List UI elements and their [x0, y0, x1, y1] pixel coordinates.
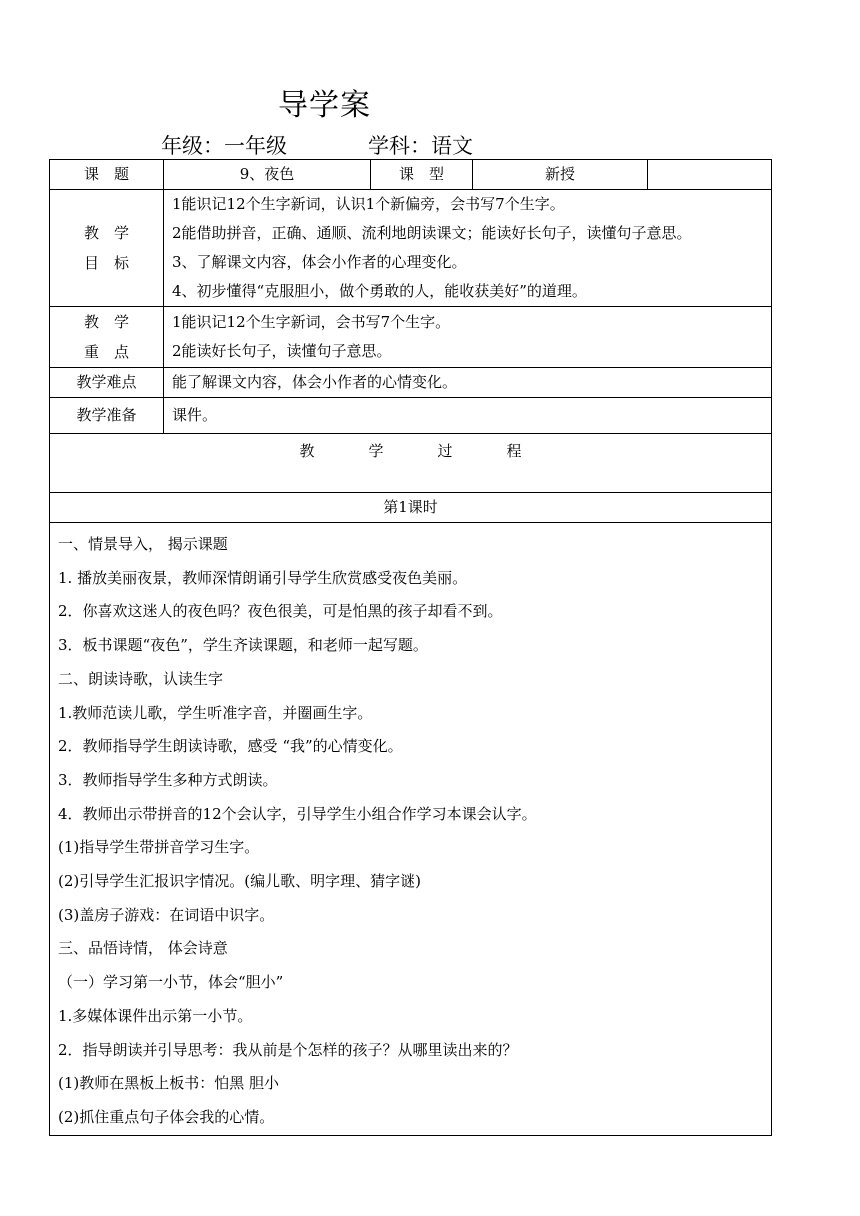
body-line: （一）学习第一小节，体会“胆小” [58, 973, 284, 992]
body-line: 2．指导朗读并引导思考：我从前是个怎样的孩子？从哪里读出来的？ [58, 1040, 518, 1059]
goals-content [164, 190, 772, 307]
lesson-row [50, 493, 772, 523]
type-value: 新授 [473, 160, 648, 190]
process-char: 教 [299, 442, 315, 460]
key-label-line-1: 教 学 [83, 313, 129, 331]
body-row [50, 523, 772, 1136]
subject-label: 学科：语文 [368, 134, 473, 158]
body-line: 4．教师出示带拼音的12个会认字，引导学生小组合作学习本课会认字。 [58, 804, 537, 823]
body-line: (1)教师在黑板上板书：怕黑 胆小 [58, 1074, 280, 1093]
prep-row [50, 398, 772, 434]
empty-cell [648, 160, 772, 190]
body-line: 1.多媒体课件出示第一小节。 [58, 1006, 253, 1025]
goals-label-line-1: 教 学 [83, 224, 129, 242]
body-line: 1. 播放美丽夜景，教师深情朗诵引导学生欣赏感受夜色美丽。 [58, 568, 468, 587]
document-title: 导学案 [278, 88, 371, 123]
prep-label: 教学准备 [50, 398, 164, 434]
lesson-plan-table [49, 159, 772, 1136]
grade-label: 年级：一年级 [161, 134, 287, 158]
goal-item: 4、初步懂得“克服胆小，做个勇敢的人，能收获美好”的道理。 [172, 282, 587, 300]
difficulty-value: 能了解课文内容，体会小作者的心情变化。 [164, 368, 772, 398]
key-points-content [164, 307, 772, 368]
goals-label [50, 190, 164, 307]
body-line: 3．教师指导学生多种方式朗读。 [58, 770, 278, 789]
key-points-label [50, 307, 164, 368]
process-char: 过 [437, 442, 453, 460]
topic-row [50, 160, 772, 190]
body-line: 二、朗读诗歌，认读生字 [58, 669, 224, 688]
key-point-item: 2能读好长句子，读懂句子意思。 [172, 342, 392, 360]
goal-item: 3、了解课文内容，体会小作者的心理变化。 [172, 253, 467, 271]
process-header [50, 434, 772, 493]
body-line: 一、情景导入， 揭示课题 [58, 535, 228, 553]
difficulty-row [50, 368, 772, 398]
goal-item: 1能识记12个生字新词，认识1个新偏旁，会书写7个生字。 [172, 195, 565, 213]
goal-item: 2能借助拼音，正确、通顺、流利地朗读课文；能读好长句子，读懂句子意思。 [172, 224, 692, 242]
body-line: (2)引导学生汇报识字情况。(编儿歌、明字理、猜字谜) [58, 872, 421, 891]
type-label: 课 型 [371, 160, 473, 190]
process-char: 程 [506, 442, 522, 460]
lesson-body [50, 523, 772, 1136]
body-line: (2)抓住重点句子体会我的心情。 [58, 1107, 275, 1126]
lesson-label: 第1课时 [50, 493, 772, 523]
process-header-row [50, 434, 772, 493]
body-line: 2．你喜欢这迷人的夜色吗？夜色很美，可是怕黑的孩子却看不到。 [58, 602, 503, 621]
body-line: (3)盖房子游戏：在词语中识字。 [58, 905, 275, 924]
key-point-item: 1能识记12个生字新词，会书写7个生字。 [172, 313, 451, 331]
body-line: 1.教师范读儿歌，学生听准字音，并圈画生字。 [58, 703, 373, 722]
process-char: 学 [368, 442, 384, 460]
prep-value: 课件。 [164, 398, 772, 434]
body-line: 3．板书课题“夜色”，学生齐读课题，和老师一起写题。 [58, 636, 428, 655]
body-line: 2．教师指导学生朗读诗歌，感受 “我”的心情变化。 [58, 737, 403, 756]
key-points-row [50, 307, 772, 368]
body-line: 三、品悟诗情， 体会诗意 [58, 939, 228, 958]
goals-label-line-2: 目 标 [83, 254, 129, 272]
topic-value: 9、夜色 [164, 160, 371, 190]
difficulty-label: 教学难点 [50, 368, 164, 398]
goals-row [50, 190, 772, 307]
key-label-line-2: 重 点 [83, 343, 129, 361]
body-line: (1)指导学生带拼音学习生字。 [58, 838, 260, 857]
topic-label: 课 题 [50, 160, 164, 190]
